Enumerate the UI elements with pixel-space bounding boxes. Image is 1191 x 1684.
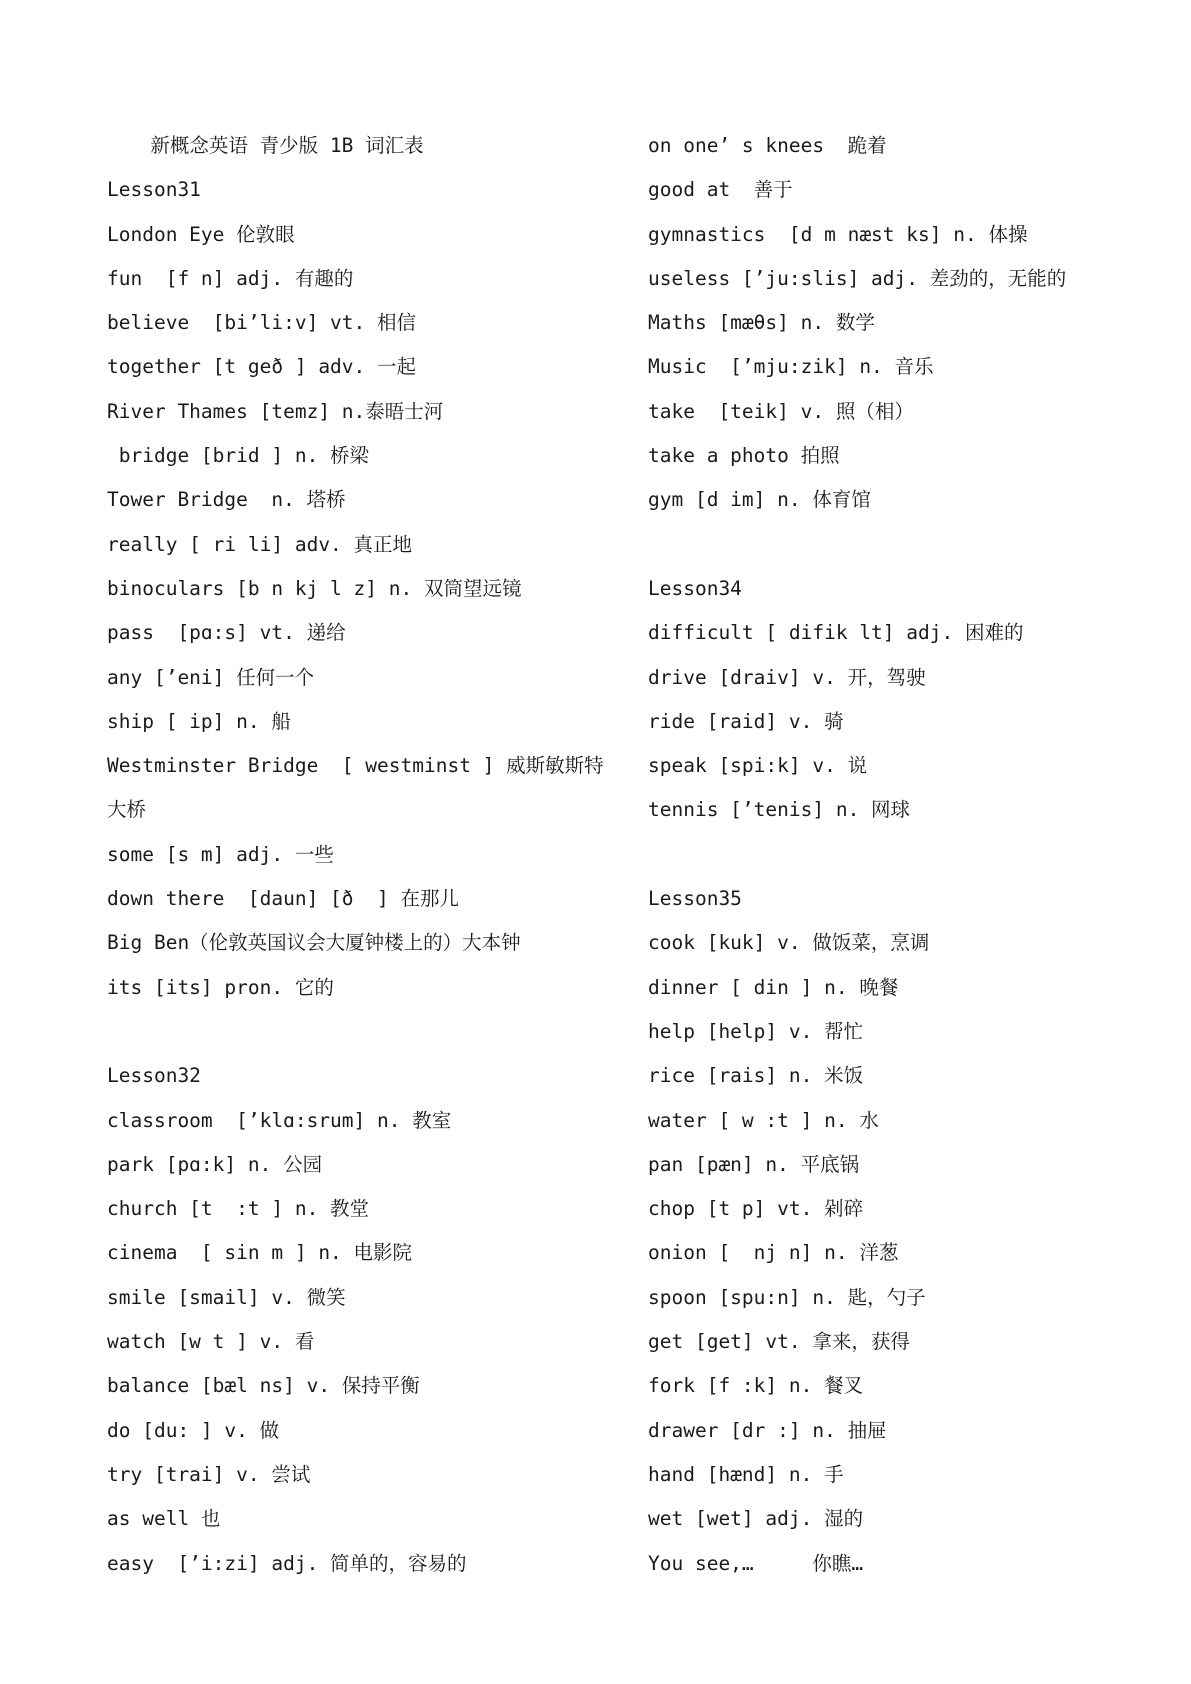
vocab-entry: fun [f n] adj. 有趣的 xyxy=(107,266,354,290)
vocab-entry: pass [pɑ:s] vt. 递给 xyxy=(107,621,346,645)
lesson-heading: Lesson35 xyxy=(648,887,742,911)
vocab-entry: down there [daun] [ð ] 在那儿 xyxy=(107,887,459,911)
blank-line xyxy=(648,833,1168,877)
vocab-entry: some [s m] adj. 一些 xyxy=(107,842,334,866)
lesson-heading: Lesson31 xyxy=(107,178,201,202)
vocab-entry: together [t geð ] adv. 一起 xyxy=(107,355,417,379)
vocab-entry: binoculars [b n kj l z] n. 双筒望远镜 xyxy=(107,576,522,600)
vocab-entry: gym [d im] n. 体育馆 xyxy=(648,488,871,512)
blank-line xyxy=(648,523,1168,567)
vocab-entry: its [its] pron. 它的 xyxy=(107,975,334,999)
vocab-entry: balance [bæl ns] v. 保持平衡 xyxy=(107,1374,420,1398)
vocab-entry: on one’ s knees 跪着 xyxy=(648,134,887,157)
vocab-entry: Maths [mæθs] n. 数学 xyxy=(648,311,875,335)
vocab-entry: cinema [ sin m ] n. 电影院 xyxy=(107,1241,413,1265)
vocab-entry: easy [’i:zi] adj. 简单的，容易的 xyxy=(107,1551,467,1575)
vocab-entry: speak [spi:k] v. 说 xyxy=(648,754,868,778)
vocab-entry: dinner [ din ] n. 晚餐 xyxy=(648,975,899,999)
vocab-entry: chop [t p] vt. 剁碎 xyxy=(648,1197,864,1221)
left-column xyxy=(107,124,627,1586)
vocab-entry: You see,… 你瞧… xyxy=(648,1551,864,1575)
vocab-entry: help [help] v. 帮忙 xyxy=(648,1019,864,1043)
page-title: 新概念英语 青少版 1B 词汇表 xyxy=(150,134,424,157)
vocab-entry: watch [w t ] v. 看 xyxy=(107,1330,315,1354)
vocab-entry: any [’eni] 任何一个 xyxy=(107,665,315,689)
vocab-entry: take a photo 拍照 xyxy=(648,444,840,468)
vocab-entry: park [pɑ:k] n. 公园 xyxy=(107,1152,323,1176)
vocab-entry: onion [ nj n] n. 洋葱 xyxy=(648,1241,899,1265)
vocab-entry: church [t :t ] n. 教堂 xyxy=(107,1197,370,1221)
vocab-entry: wet [wet] adj. 湿的 xyxy=(648,1507,864,1531)
blank-line xyxy=(107,1010,627,1054)
vocab-entry: really [ ri li] adv. 真正地 xyxy=(107,532,413,556)
vocab-entry: useless [’ju:slis] adj. 差劲的，无能的 xyxy=(648,266,1067,290)
vocab-entry: drawer [dr :] n. 抽屉 xyxy=(648,1418,887,1442)
vocab-entry: spoon [spu:n] n. 匙，勺子 xyxy=(648,1285,926,1309)
vocab-entry: London Eye 伦敦眼 xyxy=(107,222,295,246)
vocab-entry: rice [rais] n. 米饭 xyxy=(648,1064,864,1088)
vocab-entry: gymnastics [d m næst ks] n. 体操 xyxy=(648,222,1028,246)
vocab-entry: Westminster Bridge [ westminst ] 威斯敏斯特 xyxy=(107,754,604,778)
vocab-entry: Big Ben（伦敦英国议会大厦钟楼上的）大本钟 xyxy=(107,931,521,955)
vocab-entry: try [trai] v. 尝试 xyxy=(107,1462,311,1486)
vocab-entry: 大桥 xyxy=(107,798,147,822)
vocab-entry: get [get] vt. 拿来，获得 xyxy=(648,1330,910,1354)
vocab-entry: hand [hænd] n. 手 xyxy=(648,1462,844,1486)
vocab-entry: smile [smail] v. 微笑 xyxy=(107,1285,346,1309)
vocab-entry: River Thames [temz] n.泰晤士河 xyxy=(107,399,444,423)
vocab-entry: tennis [’tenis] n. 网球 xyxy=(648,798,911,822)
vocab-entry: ride [raid] v. 骑 xyxy=(648,709,844,733)
vocab-entry: bridge [brid ] n. 桥梁 xyxy=(107,444,370,468)
vocab-entry: drive [draiv] v. 开，驾驶 xyxy=(648,665,926,689)
vocab-entry: classroom [’klɑ:srum] n. 教室 xyxy=(107,1108,452,1132)
vocab-entry: ship [ ip] n. 船 xyxy=(107,709,291,733)
vocab-entry: as well 也 xyxy=(107,1507,221,1531)
vocab-entry: do [du: ] v. 做 xyxy=(107,1418,280,1442)
vocab-entry: water [ w :t ] n. 水 xyxy=(648,1108,879,1132)
lesson-heading: Lesson32 xyxy=(107,1064,201,1088)
lesson-heading: Lesson34 xyxy=(648,576,742,600)
vocab-entry: Music [’mju:zik] n. 音乐 xyxy=(648,355,934,379)
vocab-entry: Tower Bridge n. 塔桥 xyxy=(107,488,346,512)
vocab-entry: believe [bi’li:v] vt. 相信 xyxy=(107,311,417,335)
vocab-entry: cook [kuk] v. 做饭菜，烹调 xyxy=(648,931,930,955)
vocab-entry: good at 善于 xyxy=(648,178,793,202)
vocab-entry: difficult [ difik lt] adj. 困难的 xyxy=(648,621,1024,645)
vocab-entry: take [teik] v. 照（相） xyxy=(648,399,914,423)
vocab-entry: fork [f :k] n. 餐叉 xyxy=(648,1374,864,1398)
vocab-entry: pan [pæn] n. 平底锅 xyxy=(648,1152,860,1176)
right-column xyxy=(648,124,1168,1586)
